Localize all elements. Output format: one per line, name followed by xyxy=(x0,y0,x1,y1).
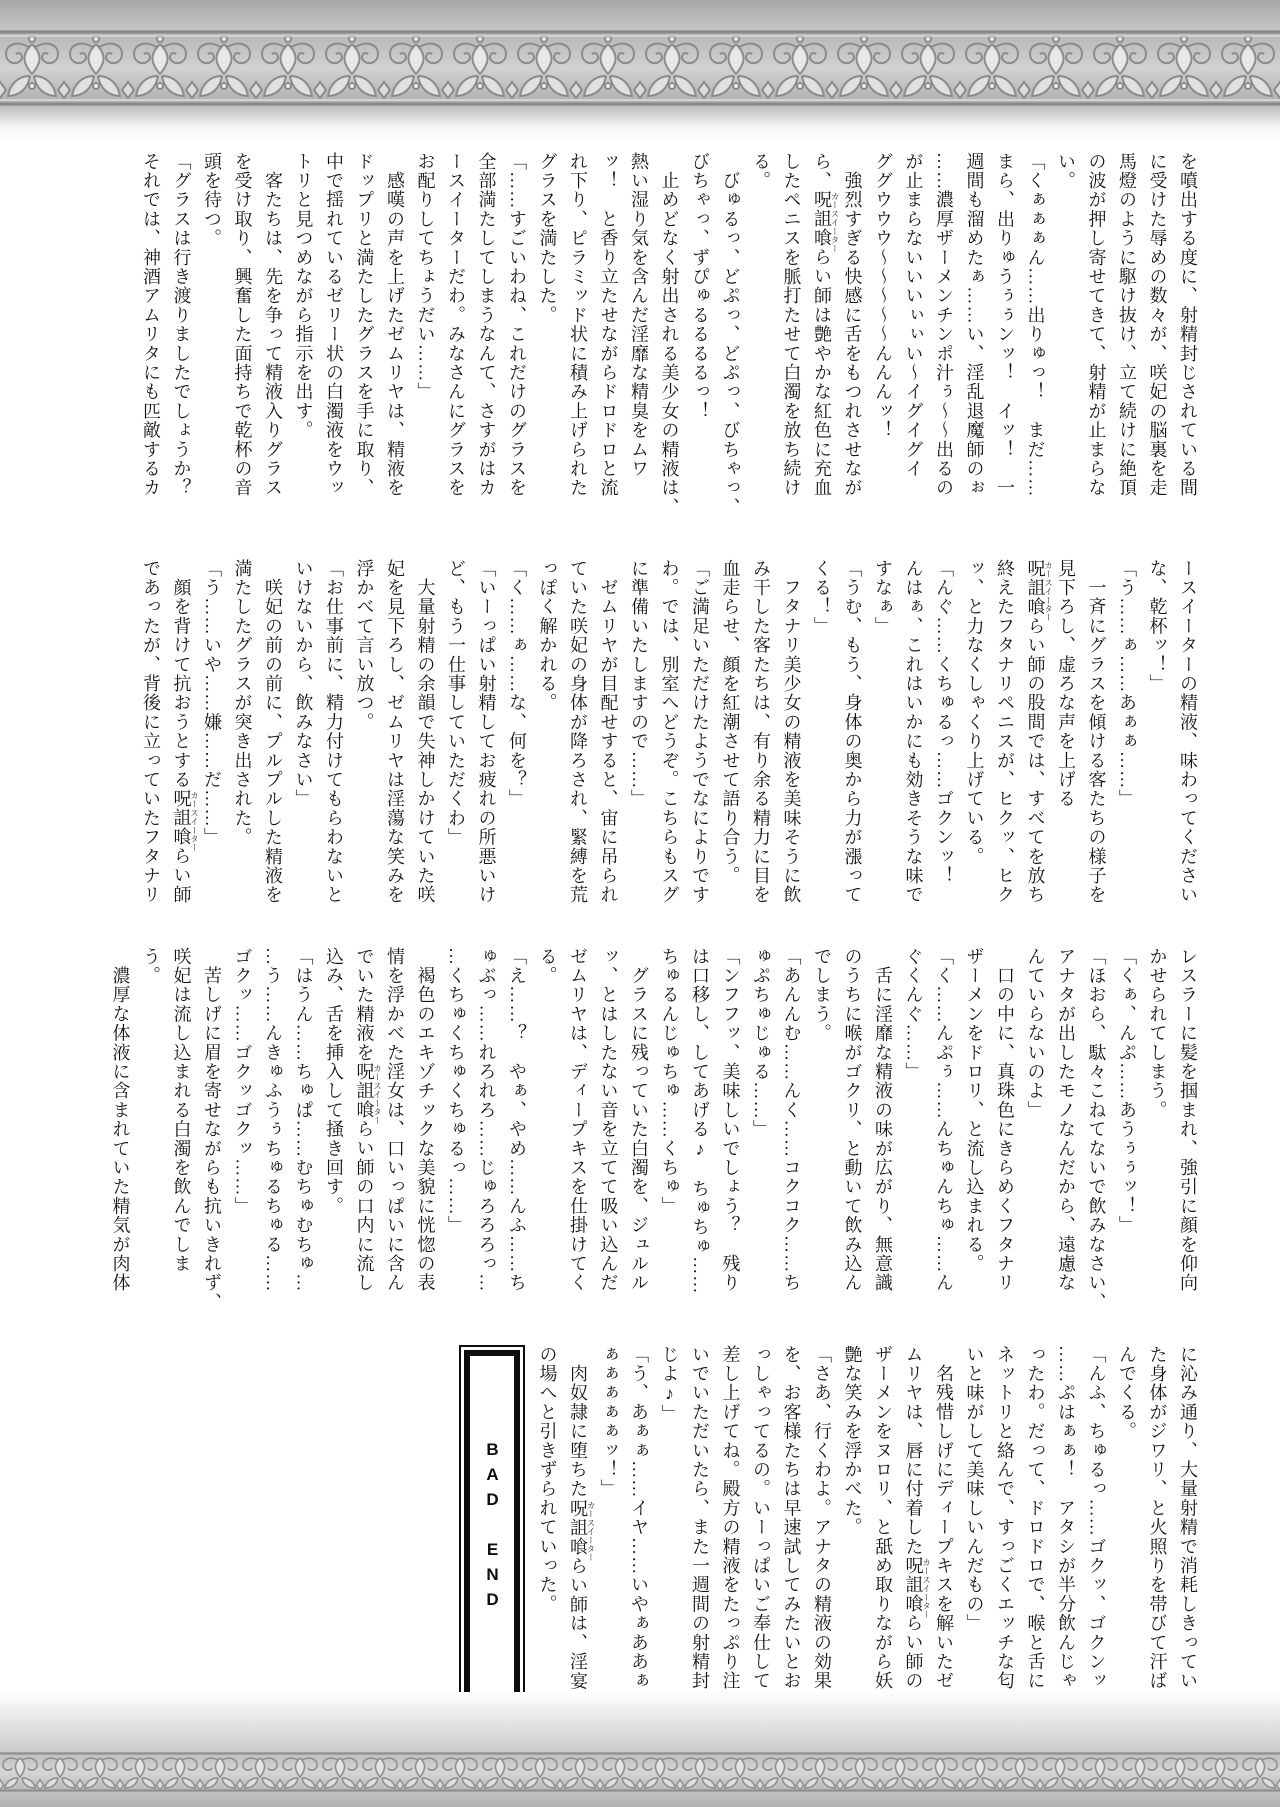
text-column: それでは、神酒アムリタにも匹敵するカ xyxy=(141,152,161,498)
text-column: 濃厚な体液に含まれていた精気が肉体 xyxy=(110,947,131,1293)
text-column: に準備いたしますので……」 xyxy=(629,559,649,809)
text-column: 舌に淫靡な精液の味が広がり、無意識 xyxy=(873,947,893,1293)
text-column: ゼムリヤは、ディープキスを仕掛けてく xyxy=(568,947,588,1293)
text-column: トリと見つめながら指示を出す。 xyxy=(293,152,314,440)
text-column: ていた咲妃の身体が降ろされ、緊縛を荒 xyxy=(568,559,588,905)
text-column: 情を浮かべた淫女は、口いっぱいに含ん xyxy=(385,947,405,1293)
text-column: いけないから、飲みなさい」 xyxy=(293,559,314,809)
text-column: んていらないのよ」 xyxy=(1025,947,1046,1120)
text-column: 「う……いや……嫌……だ……」 xyxy=(202,559,222,847)
text-column: 「く……ぁ……な、何を？」 xyxy=(507,559,527,809)
ruby-annotation: カースイーター xyxy=(921,1558,932,1620)
text-column: 「さあ、行くわよ。アナタの精液の効果 xyxy=(812,1345,832,1691)
text-column: まら、出りゅうぅぅンッ！ イッ！ 一 xyxy=(995,152,1015,498)
text-column: いと味がして美味しいんだもの」 xyxy=(964,1345,985,1633)
text-column: 頭を待つ。 xyxy=(202,152,222,248)
ruby-annotation: カースイーター xyxy=(189,791,200,853)
text-column: る。 xyxy=(537,947,558,986)
ornamental-border-bottom xyxy=(0,1692,1280,1807)
text-column: 「ほおら、駄々こねてないで飲みなさい、 xyxy=(1086,947,1107,1312)
ruby-annotation: カースイーター xyxy=(830,192,840,254)
text-column: 感嘆の声を上げたゼムリヤは、精液を xyxy=(385,152,405,498)
text-column: っぽく解かれる。 xyxy=(537,559,558,713)
border-bottom-bar xyxy=(0,1792,1280,1807)
text-column: 「……すごいわね、これだけのグラスを xyxy=(507,152,527,498)
text-column: 妃を見下ろし、ゼムリヤは淫蕩な笑みを xyxy=(385,559,405,905)
text-column: したペニスを脈打たせて白濁を放ち続け xyxy=(781,152,802,498)
text-column: 全部満たしてしまうなんて、さすがはカ xyxy=(476,152,497,498)
text-column: ゅぷちゅじゅる……」 xyxy=(751,947,771,1139)
text-column: ネットリと絡んで、すっごくエッチな匂 xyxy=(995,1345,1015,1691)
text-column: お配りしてちょうだい……」 xyxy=(415,152,436,402)
text-column: 熱い湿り気を含んだ淫靡な精臭をムワ xyxy=(629,152,649,479)
text-column: 込み、舌を挿入して掻き回す。 xyxy=(324,947,344,1216)
text-column: ースイーターだわ。みなさんにグラスを xyxy=(446,152,466,498)
text-column: ゴクッ……ゴクッゴクッ……」 xyxy=(232,947,253,1216)
text-column: 咲妃は流し込まれる白濁を飲んでしま xyxy=(171,947,192,1274)
text-column: 咲妃の前の前に、プルプルした精液を xyxy=(263,559,283,905)
text-column: グラスに残っていた白濁を、ジュルル xyxy=(629,947,649,1293)
ornamental-border-top xyxy=(0,0,1280,142)
text-column: 「んぐ……くちゅるっ……ゴクンッ！ xyxy=(934,559,954,886)
text-column: 「はうん……ちゅぱ……むちゅむちゅ… xyxy=(293,947,314,1293)
text-column: びちゃっ、ずぴゅるるるるっ！ xyxy=(690,152,710,421)
text-band-1 xyxy=(142,152,1197,520)
text-column: が止まらないいいぃぃい～イグイグイ xyxy=(903,152,924,479)
text-column: …くちゅくちゅくちゅるっ……」 xyxy=(446,947,466,1235)
text-column: 艶な笑みを浮かべた。 xyxy=(842,1345,863,1537)
text-column: 「ご満足いただけたようでなによりです xyxy=(690,559,710,905)
text-column: 「うむ、もう、身体の奥から力が漲って xyxy=(842,559,863,905)
text-column: ゅぶっ……れろれろ……じゅろろろっ… xyxy=(476,947,497,1293)
text-column: を受け取り、興奮した面持ちで乾杯の音 xyxy=(232,152,253,498)
text-column: 大量射精の余韻で失神しかけていた咲 xyxy=(415,559,436,905)
text-column: 終えたフタナリペニスが、ヒクッ、ヒク xyxy=(995,559,1015,905)
bad-end-box-inner xyxy=(464,1350,520,1705)
ruby-base: 呪詛喰らい師 カースイーター xyxy=(812,190,840,306)
text-column: ザーメンをヌロリ、と舐め取りながら妖 xyxy=(873,1345,893,1691)
text-column: 「え……？ やぁ、やめ……んふ……ち xyxy=(507,947,527,1293)
text-column: ッ、とはしたない音を立てて吸い込んだ xyxy=(598,947,619,1293)
text-band-3 xyxy=(112,947,1198,1315)
text-column: い。 xyxy=(1056,152,1076,191)
text-column: 肉奴隷に堕ちた呪詛喰らい師 カースイーター は、淫宴 xyxy=(568,1345,596,1691)
text-column: 強烈すぎる快感に舌をもつれさせなが xyxy=(842,152,863,498)
text-column: 名残惜しげにディープキスを解いたゼ xyxy=(934,1345,954,1691)
ruby-annotation: カースイーター xyxy=(372,1064,383,1126)
text-column: な、乾杯ッ！」 xyxy=(1147,559,1168,694)
text-column: ッ、と力なくしゃくり上げている。 xyxy=(964,559,985,867)
text-column: 「ンフフッ、美味しいでしょう？ 残り xyxy=(720,947,741,1293)
text-column: 差し上げてね。殿方の精液をたっぷり注 xyxy=(720,1345,741,1691)
text-column: み干した客たちは、有り余る精力に目を xyxy=(751,559,771,905)
text-column: 満たしたグラスが突き出された。 xyxy=(232,559,253,847)
text-column: ぐくんぐ……」 xyxy=(903,947,924,1082)
text-column: 口の中に、真珠色にきらめくフタナリ xyxy=(995,947,1015,1293)
text-column: 「いーっぱい射精してお疲れの所悪いけ xyxy=(476,559,497,905)
border-top-frieze xyxy=(0,30,1280,106)
text-column: びゅるっ、どぷっ、どぷっ、びちゃっ、 xyxy=(720,152,741,517)
text-column: 「あんんむ……んく……コクコク……ち xyxy=(781,947,802,1293)
text-column: 「う、あぁぁ……イヤ……いやぁああぁ xyxy=(629,1345,649,1691)
ruby-base: 呪詛喰らい師 カースイーター xyxy=(171,789,200,905)
text-column: ぁぁぁぁぁッ！」 xyxy=(598,1345,619,1499)
text-column: 褐色のエキゾチックな美貌に恍惚の表 xyxy=(415,947,436,1293)
text-column: 「んふ、ちゅるっ……ゴクッ、ゴクンッ xyxy=(1086,1345,1107,1691)
text-column: いでいただいたら、また一週間の射精封 xyxy=(690,1345,710,1691)
text-column: る。 xyxy=(751,152,771,191)
text-column: かせられてしまう。 xyxy=(1147,947,1168,1120)
text-column: のうちに喉がゴクリ、と動いて飲み込ん xyxy=(842,947,863,1293)
text-column: ゼムリヤが目配せすると、宙に吊られ xyxy=(598,559,619,905)
text-column: 週間も溜めたぁ……い、淫乱退魔師のぉ xyxy=(964,152,985,498)
text-column: 「お仕事前に、精力付けてもらわないと xyxy=(324,559,344,905)
text-column: ら、呪詛喰らい師 カースイーター は艶やかな紅色に充血 xyxy=(812,152,840,498)
text-column: 呪詛喰らい師 カースイーター の股間では、すべてを放ち xyxy=(1025,559,1054,905)
text-column: グラスを満たした。 xyxy=(537,152,558,325)
text-column: 浮かべて言い放つ。 xyxy=(354,559,375,732)
text-column: くる！」 xyxy=(812,559,832,636)
text-column: 血走らせ、顔を紅潮させて語り合う。 xyxy=(720,559,741,886)
text-column: レスラーに髪を掴まれ、強引に顔を仰向 xyxy=(1178,947,1198,1293)
ruby-annotation: カースイーター xyxy=(1043,561,1054,622)
ruby-base: 呪詛喰らい師 カースイーター xyxy=(354,1062,383,1178)
ruby-base: 呪詛喰らい師 カースイーター xyxy=(903,1556,932,1672)
text-column: に沁み通り、大量射精で消耗しきってい xyxy=(1178,1345,1198,1691)
text-column: れ下り、ピラミッド状に積み上げられた xyxy=(568,152,588,498)
text-column: じよ♪」 xyxy=(659,1345,680,1424)
ruby-base: 呪詛喰らい師 カースイーター xyxy=(1025,559,1054,675)
text-column: 止めどなく射出される美少女の精液は、 xyxy=(659,152,680,517)
text-column: 顔を背けて抗おうとする呪詛喰らい師 カースイーター xyxy=(171,559,200,905)
text-column: 「グラスは行き渡りましたでしょうか？ xyxy=(171,152,192,498)
text-column: ど、もう一仕事していただくわ」 xyxy=(446,559,466,847)
text-column: ……濃厚ザーメンチンポ汁ぅ～～出るの xyxy=(934,152,954,498)
text-column: ースイーターの精液、味わってください xyxy=(1178,559,1198,905)
text-column: ググウウウ～～～～～んんんッ！ xyxy=(873,152,893,440)
text-column: を噴出する度に、射精封じされている間 xyxy=(1178,152,1198,498)
text-column: 見下ろし、虚ろな声を上げる xyxy=(1056,559,1076,809)
border-bottom-shadow xyxy=(0,1692,1280,1752)
text-column: でいた精液を呪詛喰らい師 カースイーター の口内に流し xyxy=(354,947,383,1293)
text-column: 「くぁぁぁん……出りゅっ！ まだ…… xyxy=(1025,152,1046,498)
text-column: アナタが出したモノなんだから、遠慮な xyxy=(1056,947,1076,1293)
border-bottom-frieze xyxy=(0,1752,1280,1792)
text-column: 中で揺れているゼリー状の白濁液をウッ xyxy=(324,152,344,498)
text-column: 馬燈のように駆け抜け、立て続けに絶頂 xyxy=(1117,152,1137,498)
text-column: でしまう。 xyxy=(812,947,832,1043)
text-column: 「く……んぷぅ……んちゅんちゅ……ん xyxy=(934,947,954,1293)
text-column: 苦しげに眉を寄せながらも抗いきれず、 xyxy=(202,947,222,1312)
text-column: っしゃってるの。いーっぱいご奉仕して xyxy=(751,1345,771,1691)
text-column: …う……んきゅふうぅちゅるちゅる…… xyxy=(263,947,283,1293)
text-column: ちゅるんじゅちゅ……くちゅ」 xyxy=(659,947,680,1216)
text-column: た身体がジワリ、と火照りを帯びて汗ば xyxy=(1147,1345,1168,1691)
ruby-annotation: カースイーター xyxy=(586,1500,596,1562)
text-column: ムリヤは、唇に付着した呪詛喰らい師 カースイーター の xyxy=(903,1345,932,1691)
text-column: に受けた辱めの数々が、咲妃の脳裏を走 xyxy=(1147,152,1168,498)
text-column: う。 xyxy=(141,947,161,986)
text-column: を、お客様たちは早速試してみたいとお xyxy=(781,1345,802,1691)
border-top-bar xyxy=(0,0,1280,30)
text-column: は口移し、してあげる♪ ちゅちゅ…… xyxy=(690,947,710,1295)
text-column: んはぁ、これはいかにも効きそうな味で xyxy=(903,559,924,905)
ruby-base: 呪詛喰らい師 カースイーター xyxy=(568,1498,596,1614)
text-band-4 xyxy=(539,1345,1198,1713)
text-column: 一斉にグラスを傾ける客たちの様子を xyxy=(1086,559,1107,905)
text-column: すなぁ」 xyxy=(873,559,893,636)
text-band-2 xyxy=(142,559,1197,927)
text-column: の場へと引きずられていった。 xyxy=(537,1345,558,1614)
text-column: フタナリ美少女の精液を美味そうに飲 xyxy=(781,559,802,905)
text-column: ッ！ と香り立たせながらドロドロと流 xyxy=(598,152,619,498)
text-column: ザーメンをドロリ、と流し込まれる。 xyxy=(964,947,985,1274)
bad-end-label: BAD END xyxy=(483,1440,502,1615)
text-column: 客たちは、先を争って精液入りグラス xyxy=(263,152,283,498)
text-column: 「う……ぁ……あぁぁ……」 xyxy=(1117,559,1137,809)
text-column: ……ぷはぁぁ！ アタシが半分飲んじゃ xyxy=(1056,1345,1076,1691)
text-column: ドップリと満たしたグラスを手に取り、 xyxy=(354,152,375,498)
bad-end-box xyxy=(459,1345,525,1710)
text-column: んでくる。 xyxy=(1117,1345,1137,1441)
border-top-shadow xyxy=(0,106,1280,142)
text-column: の波が押し寄せてきて、射精が止まらな xyxy=(1086,152,1107,498)
text-column: 「くぁ、んぷ……あうぅぅッ！」 xyxy=(1117,947,1137,1235)
text-column: ったわ。だって、ドロドロで、喉と舌に xyxy=(1025,1345,1046,1691)
text-column: わ。では、別室へどうぞ。こちらもスグ xyxy=(659,559,680,905)
text-column: であったが、背後に立っていたフタナリ xyxy=(141,559,161,905)
